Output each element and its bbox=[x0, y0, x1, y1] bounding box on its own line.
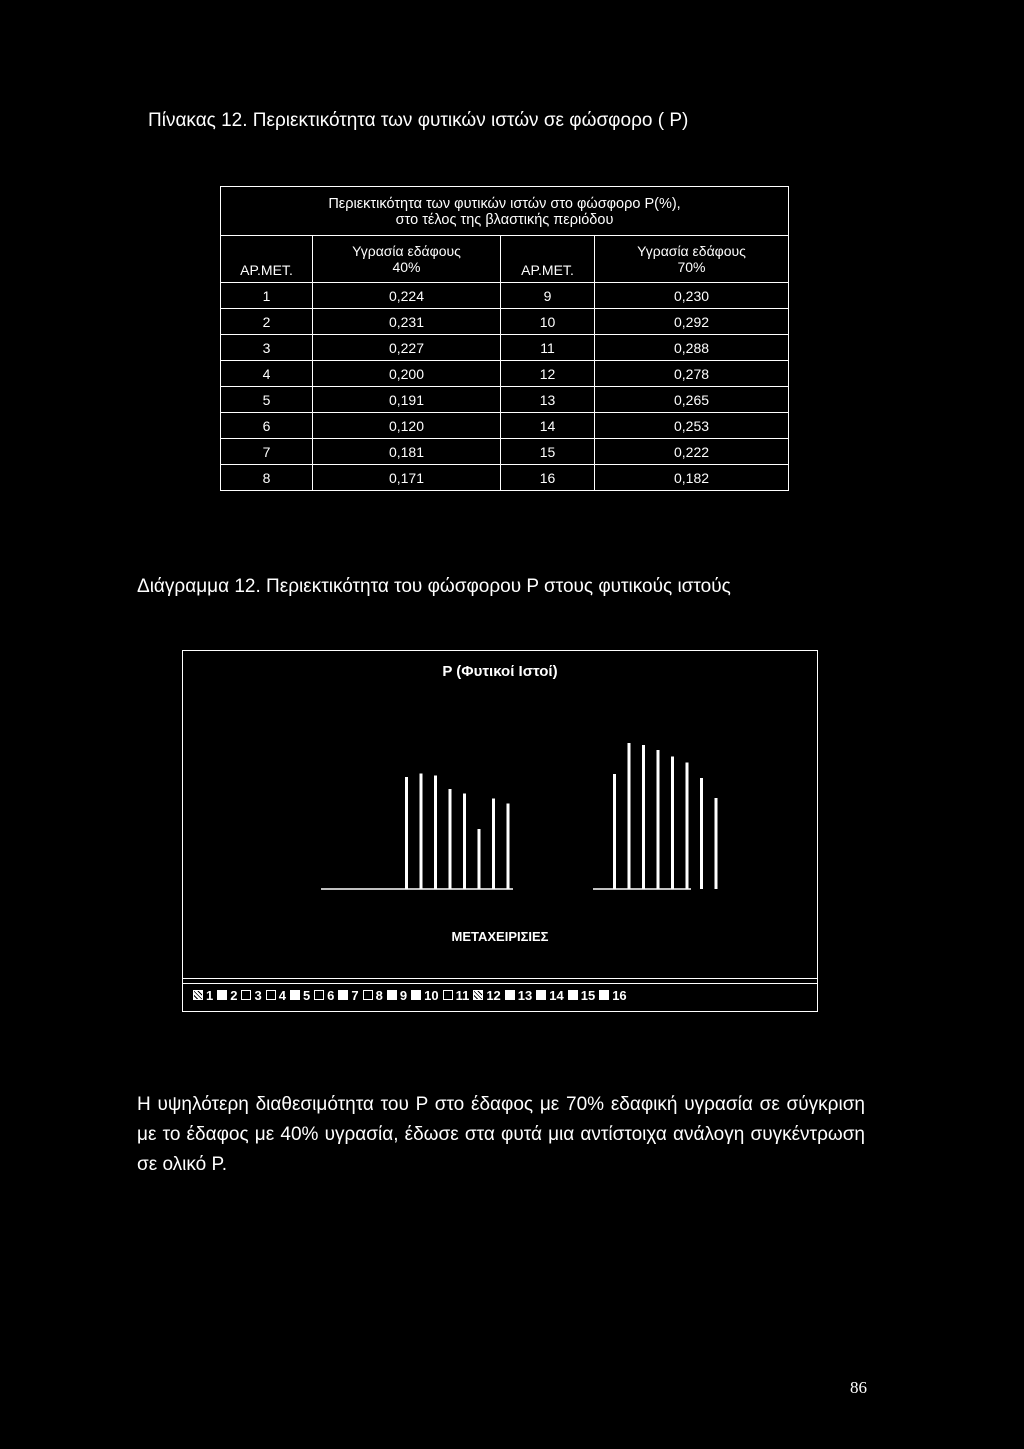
legend-label: 14 bbox=[549, 987, 564, 1003]
header-ar-left: ΑΡ.ΜΕΤ. bbox=[221, 236, 313, 283]
table-cell: 0,120 bbox=[313, 413, 501, 439]
header-moisture-70 bbox=[595, 236, 789, 283]
bar-12 bbox=[657, 750, 660, 889]
table-row bbox=[221, 413, 789, 439]
bar-plot bbox=[183, 651, 816, 931]
legend-label: 13 bbox=[517, 987, 533, 1003]
table-caption-row bbox=[221, 187, 789, 236]
table-row bbox=[221, 309, 789, 335]
bar-11 bbox=[642, 745, 645, 889]
legend-item bbox=[217, 988, 237, 1003]
bar-16 bbox=[715, 798, 718, 889]
legend-item bbox=[443, 988, 470, 1003]
legend-label: 6 bbox=[327, 987, 335, 1003]
bar-6 bbox=[478, 829, 481, 889]
conclusion-paragraph: Η υψηλότερη διαθεσιμότητα του P στο έδαφος με 70% εδαφική υγρασία σε σύγκριση με το έδαφος με 40% υγρασία, έδωσε στα φυτά μια αντίστοιχα ανάλογη συγκέντρωση σε ολικό P. bbox=[137, 1094, 865, 1175]
table-cell: 0,222 bbox=[595, 439, 789, 465]
table-cell: 13 bbox=[501, 387, 595, 413]
legend-label: 11 bbox=[455, 987, 470, 1003]
table-row bbox=[221, 439, 789, 465]
chart-heading: Διάγραμμα 12. Περιεκτικότητα του φώσφορου P στους φυτικούς ιστούς bbox=[137, 576, 731, 597]
table-cell: 7 bbox=[221, 439, 313, 465]
table-cell: 0,181 bbox=[313, 439, 501, 465]
header-moisture-40-line2: 40% bbox=[392, 259, 421, 275]
header-ar-right: ΑΡ.ΜΕΤ. bbox=[501, 236, 595, 283]
table-cell: 0,230 bbox=[595, 283, 789, 309]
legend-item bbox=[338, 988, 358, 1003]
bar-13 bbox=[671, 757, 674, 890]
table-title: Πίνακας 12. Περιεκτικότητα των φυτικών ιστών σε φώσφορο ( P) bbox=[148, 110, 689, 131]
table-cell: 8 bbox=[221, 465, 313, 491]
legend-label: 8 bbox=[375, 987, 383, 1003]
legend-swatch bbox=[290, 990, 300, 1000]
bar-8 bbox=[507, 804, 510, 890]
header-moisture-70-line2: 70% bbox=[677, 259, 706, 275]
bar-5 bbox=[463, 794, 466, 890]
table-cell: 15 bbox=[501, 439, 595, 465]
table-cell: 11 bbox=[501, 335, 595, 361]
table-cell: 1 bbox=[221, 283, 313, 309]
phosphorus-table bbox=[220, 186, 789, 491]
table-cell: 0,224 bbox=[313, 283, 501, 309]
legend-item bbox=[193, 988, 213, 1003]
table-cell: 0,292 bbox=[595, 309, 789, 335]
table-caption-line1: Περιεκτικότητα των φυτικών ιστών στο φώσφορο P(%), bbox=[328, 196, 681, 212]
legend-item bbox=[314, 988, 334, 1003]
bar-4 bbox=[449, 789, 452, 889]
table-cell: 6 bbox=[221, 413, 313, 439]
legend-item bbox=[241, 988, 261, 1003]
legend-swatch bbox=[241, 990, 251, 1000]
table-cell: 4 bbox=[221, 361, 313, 387]
legend-item bbox=[266, 988, 286, 1003]
legend-label: 15 bbox=[580, 987, 596, 1003]
table-cell: 0,191 bbox=[313, 387, 501, 413]
legend-swatch bbox=[473, 990, 483, 1000]
legend-item bbox=[290, 988, 310, 1003]
legend-label: 1 bbox=[206, 987, 214, 1003]
table-cell: 9 bbox=[501, 283, 595, 309]
table-cell: 0,182 bbox=[595, 465, 789, 491]
legend-swatch bbox=[217, 990, 227, 1000]
table-caption bbox=[221, 187, 789, 236]
bar-15 bbox=[700, 778, 703, 889]
legend-item bbox=[473, 988, 500, 1003]
legend-swatch bbox=[599, 990, 609, 1000]
table-body bbox=[221, 283, 789, 491]
table-cell: 5 bbox=[221, 387, 313, 413]
bar-2 bbox=[420, 774, 423, 890]
page-number: 86 bbox=[850, 1378, 867, 1397]
table-cell: 0,227 bbox=[313, 335, 501, 361]
bar-7 bbox=[492, 799, 495, 890]
bar-14 bbox=[686, 763, 689, 890]
table-row bbox=[221, 465, 789, 491]
header-moisture-40 bbox=[313, 236, 501, 283]
legend-label: 5 bbox=[302, 987, 311, 1003]
legend-swatch bbox=[411, 990, 421, 1000]
legend-label: 16 bbox=[612, 987, 627, 1003]
legend-item bbox=[599, 988, 626, 1003]
table-caption-line2: στο τέλος της βλαστικής περιόδου bbox=[395, 212, 614, 228]
header-moisture-70-line1: Υγρασία εδάφους bbox=[637, 243, 746, 259]
table-cell: 0,265 bbox=[595, 387, 789, 413]
legend-item bbox=[505, 988, 532, 1003]
bar-1 bbox=[405, 777, 408, 889]
legend-label: 4 bbox=[278, 987, 286, 1003]
table-row bbox=[221, 335, 789, 361]
legend-swatch bbox=[568, 990, 578, 1000]
legend-label: 9 bbox=[399, 987, 408, 1003]
legend-label: 10 bbox=[424, 987, 439, 1003]
bar-10 bbox=[628, 743, 631, 889]
table-cell: 16 bbox=[501, 465, 595, 491]
legend-label: 2 bbox=[230, 987, 238, 1003]
bar-3 bbox=[434, 776, 437, 890]
legend-label: 12 bbox=[486, 987, 501, 1003]
table-cell: 0,278 bbox=[595, 361, 789, 387]
chart-legend bbox=[182, 978, 818, 1012]
legend-swatch bbox=[266, 990, 276, 1000]
chart-area bbox=[182, 650, 818, 984]
legend-swatch bbox=[443, 990, 453, 1000]
legend-swatch bbox=[193, 990, 203, 1000]
chart-title: P (Φυτικοί Ιστοί) bbox=[442, 663, 558, 680]
table-cell: 3 bbox=[221, 335, 313, 361]
legend-swatch bbox=[363, 990, 373, 1000]
legend-swatch bbox=[338, 990, 348, 1000]
legend-swatch bbox=[536, 990, 546, 1000]
table-cell: 0,200 bbox=[313, 361, 501, 387]
table-cell: 0,231 bbox=[313, 309, 501, 335]
table-cell: 14 bbox=[501, 413, 595, 439]
legend-item bbox=[363, 988, 383, 1003]
bar-9 bbox=[613, 774, 616, 889]
legend-item bbox=[411, 988, 438, 1003]
legend-item bbox=[568, 988, 595, 1003]
table-cell: 0,253 bbox=[595, 413, 789, 439]
x-axis-label: ΜΕΤΑΧΕΙΡΙΣΙΕΣ bbox=[451, 929, 549, 944]
table-row bbox=[221, 361, 789, 387]
table-cell: 0,171 bbox=[313, 465, 501, 491]
table-row bbox=[221, 387, 789, 413]
legend-item bbox=[387, 988, 407, 1003]
table-cell: 2 bbox=[221, 309, 313, 335]
table-cell: 10 bbox=[501, 309, 595, 335]
header-moisture-40-line1: Υγρασία εδάφους bbox=[352, 243, 461, 259]
table-cell: 12 bbox=[501, 361, 595, 387]
legend-item bbox=[536, 988, 563, 1003]
table-header-row bbox=[221, 236, 789, 283]
legend-swatch bbox=[505, 990, 515, 1000]
legend-label: 3 bbox=[254, 987, 262, 1003]
legend-swatch bbox=[314, 990, 324, 1000]
legend-swatch bbox=[387, 990, 397, 1000]
legend-label: 7 bbox=[351, 987, 359, 1003]
table-row bbox=[221, 283, 789, 309]
table-cell: 0,288 bbox=[595, 335, 789, 361]
